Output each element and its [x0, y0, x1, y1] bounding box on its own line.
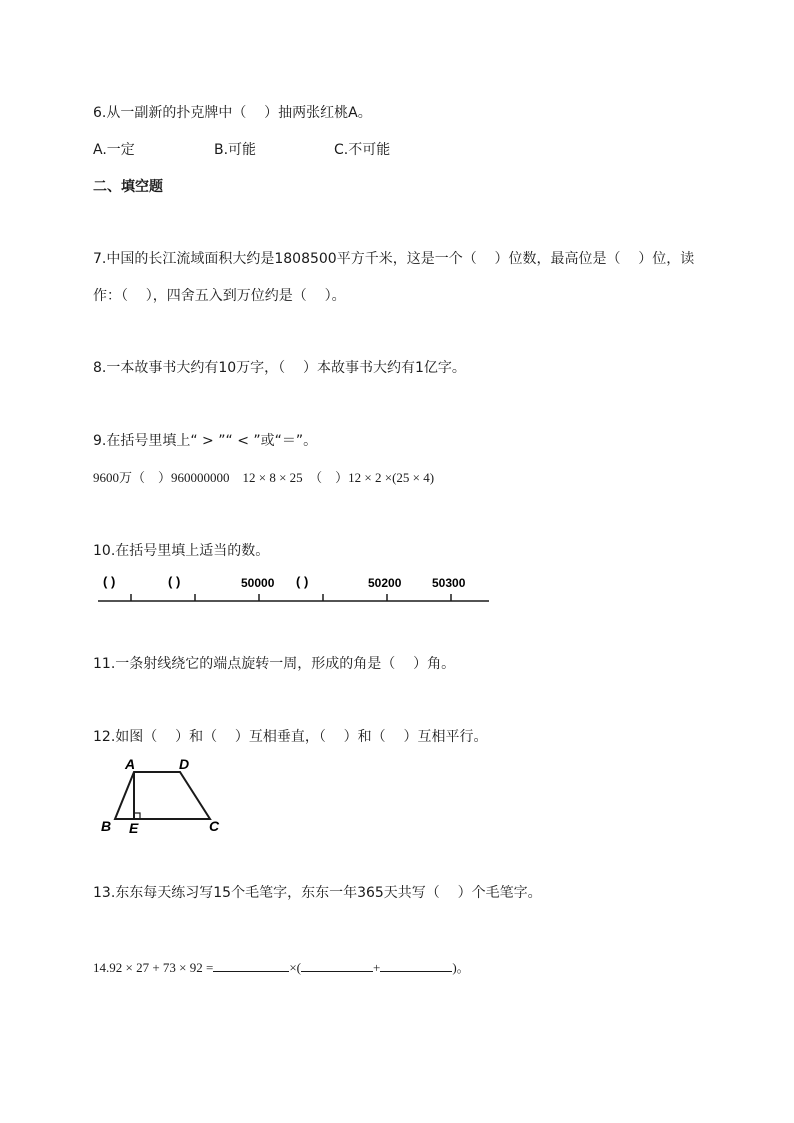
section-title-fill-in: 二、填空题	[93, 179, 163, 195]
point-label-d: D	[179, 756, 190, 772]
question-14	[93, 957, 470, 977]
q14-close: )。	[452, 960, 470, 975]
q6-option-a: A.一定	[93, 142, 135, 158]
q14-blank-3	[380, 957, 452, 972]
number-line-label-1: ( )	[103, 574, 116, 589]
question-6: 6.从一副新的扑克牌中（ ）抽两张红桃A。	[93, 105, 372, 121]
trapezoid-shape	[115, 772, 210, 819]
number-line	[93, 570, 493, 610]
q6-option-b: B.可能	[214, 142, 257, 158]
number-line-label-2: ( )	[168, 574, 181, 589]
q6-option-c: C.不可能	[334, 142, 391, 158]
q14-expression: 14.92 × 27 + 73 × 92 =	[93, 960, 214, 975]
point-label-b: B	[101, 818, 112, 834]
q14-times-open: ×(	[289, 960, 301, 975]
question-12-prompt: 12.如图（ ）和（ ）互相垂直，（ ）和（ ）互相平行。	[93, 729, 488, 745]
q14-plus: +	[373, 960, 381, 975]
question-9-compare: 9600万（ ）960000000 12 × 8 × 25 （ ）12 × 2 ×(25 × 4)	[93, 470, 435, 485]
question-10-prompt: 10.在括号里填上适当的数。	[93, 543, 270, 559]
point-label-a: A	[125, 756, 136, 772]
number-line-label-5: 50200	[368, 576, 402, 590]
q14-blank-1	[213, 957, 289, 972]
point-label-e: E	[129, 820, 139, 836]
question-7-line-2: 作：（ ），四舍五入到万位约是（ ）。	[93, 288, 346, 304]
point-label-c: C	[209, 818, 220, 834]
trapezoid-figure	[98, 755, 228, 837]
question-13: 13.东东每天练习写15个毛笔字，东东一年365天共写（ ）个毛笔字。	[93, 885, 542, 901]
number-line-label-3: 50000	[241, 576, 275, 590]
question-11: 11.一条射线绕它的端点旋转一周，形成的角是（ ）角。	[93, 656, 456, 672]
number-line-label-6: 50300	[432, 576, 466, 590]
q14-blank-2	[301, 957, 373, 972]
number-line-label-4: ( )	[296, 574, 309, 589]
question-9-prompt: 9.在括号里填上“ > ”“ < ”或“＝”。	[93, 433, 318, 449]
question-8: 8.一本故事书大约有10万字，（ ）本故事书大约有1亿字。	[93, 360, 466, 376]
question-7-line-1: 7.中国的长江流域面积大约是1808500平方千米，这是一个（ ）位数，最高位是（ ）位，读	[93, 251, 695, 267]
